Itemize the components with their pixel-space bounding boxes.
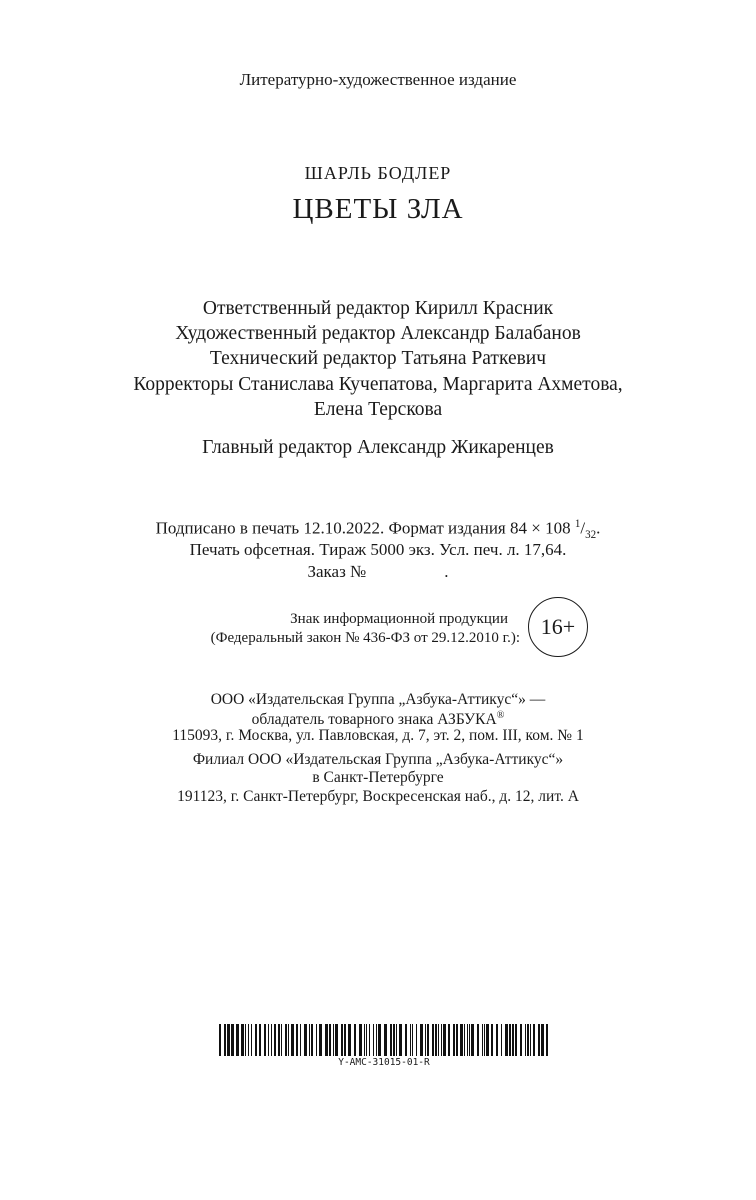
credit-line: Технический редактор Татьяна Раткевич [209,348,547,369]
book-title: ЦВЕТЫ ЗЛА [292,193,464,225]
barcode-bar [484,1024,485,1056]
barcode-bar [471,1024,474,1056]
barcode-bar [264,1024,266,1056]
barcode-bar [219,1024,221,1056]
credit-line: Елена Терскова [313,399,443,420]
barcode-bar [274,1024,276,1056]
barcode-bar [427,1024,429,1056]
barcode-bar [441,1024,442,1056]
barcode-bar [505,1024,508,1056]
order-end: . [444,562,449,581]
registered-mark: ® [496,710,505,721]
barcode-bar [288,1024,289,1056]
barcode-bar [467,1024,468,1056]
age-sign-line-2: (Федеральный закон № 436-ФЗ от 29.12.2010 г.): [210,630,520,646]
format-denominator: 32 [585,529,597,542]
barcode-bar [486,1024,489,1056]
age-sign-line-1: Знак информационной продукции [290,611,508,627]
publisher-trademark: обладатель товарного знака АЗБУКА [251,711,497,729]
barcode-bar [460,1024,463,1056]
barcode-bar [469,1024,470,1056]
barcode-bar [325,1024,328,1056]
barcode-bar [291,1024,294,1056]
barcode-bar [248,1024,249,1056]
barcode-bar [530,1024,531,1056]
barcode-bar [241,1024,244,1056]
barcode-bar [453,1024,455,1056]
barcode-bar [319,1024,322,1056]
barcode-bar [231,1024,234,1056]
barcode-bar [384,1024,387,1056]
barcode-bar [538,1024,540,1056]
barcode-bar [390,1024,392,1056]
barcode-bar [527,1024,529,1056]
barcode-bar [359,1024,362,1056]
barcode-bar [509,1024,511,1056]
barcode-bar [255,1024,257,1056]
barcode-bar [477,1024,479,1056]
barcode-bar [300,1024,301,1056]
barcode-bar [405,1024,407,1056]
barcode-bar [245,1024,246,1056]
barcode-bar [281,1024,282,1056]
barcode-bar [432,1024,434,1056]
author-name: ШАРЛЬ БОДЛЕР [304,163,452,183]
credit-line: Корректоры Станислава Кучепатова, Маргарита Ахметова, [133,374,623,395]
barcode-bar [448,1024,450,1056]
chief-editor: Главный редактор Александр Жикаренцев [202,437,554,458]
publisher-line: ООО «Издательская Группа „Азбука-Аттикус“» — [210,691,546,708]
barcode-bar [236,1024,239,1056]
publisher-address: 115093, г. Москва, ул. Павловская, д. 7, эт. 2, пом. III, ком. № 1 [172,727,584,744]
barcode-bar [344,1024,346,1056]
barcode-bar [435,1024,437,1056]
barcode-bar [376,1024,377,1056]
barcode-bar [341,1024,343,1056]
barcode-bar [416,1024,417,1056]
age-sign-text [180,610,520,648]
barcode-bar [396,1024,397,1056]
barcode-bar [316,1024,317,1056]
print-info-line-1: Подписано в печать 12.10.2022. Формат издания 84 × 108 $^1/_{32}$. [155,518,601,542]
barcode-bar [420,1024,423,1056]
barcode-bar [410,1024,411,1056]
barcode-bar [369,1024,370,1056]
print-info-line-2: Печать офсетная. Тираж 5000 экз. Усл. печ. л. 17,64. [189,540,567,559]
barcode-bar [533,1024,535,1056]
age-rating-value: 16+ [540,614,576,639]
barcode-bar [354,1024,356,1056]
barcode-bar [304,1024,307,1056]
barcode-bar [501,1024,502,1056]
print-date-format: Подписано в печать 12.10.2022. Формат издания 84 × 108 [155,518,571,538]
barcode-bar [456,1024,458,1056]
branch-line: Филиал ООО «Издательская Группа „Азбука-Аттикус“» [192,751,564,768]
barcode-bar [278,1024,280,1056]
barcode-bar [512,1024,514,1056]
barcode-bar [541,1024,544,1056]
barcode-bar [546,1024,548,1056]
barcode-bar [227,1024,230,1056]
barcode-bar [515,1024,517,1056]
credit-line: Художественный редактор Александр Балабанов [175,323,581,344]
barcode-bar [296,1024,298,1056]
barcode-bar [482,1024,483,1056]
barcode-bar [464,1024,465,1056]
barcode-bar [366,1024,367,1056]
barcode-bar [520,1024,522,1056]
barcode-bar [285,1024,287,1056]
barcode-bar [399,1024,402,1056]
age-rating-badge [528,597,588,657]
barcode-bar [271,1024,272,1056]
order-number-line [0,562,756,582]
barcode-bar [348,1024,351,1056]
branch-city: в Санкт-Петербурге [312,769,444,786]
branch-address: 191123, г. Санкт-Петербург, Воскресенская наб., д. 12, лит. А [177,788,579,805]
barcode-bar [364,1024,365,1056]
barcode-bar [309,1024,310,1056]
barcode-bar [496,1024,498,1056]
barcode-bar [373,1024,374,1056]
barcode-bar [491,1024,493,1056]
format-numerator: 1 [574,518,581,530]
barcode-bar [311,1024,313,1056]
order-label: Заказ № [307,562,367,581]
print-line1-end: . [596,518,601,538]
barcode-bar [412,1024,413,1056]
barcode-bar [443,1024,446,1056]
credit-line: Ответственный редактор Кирилл Красник [202,298,554,319]
barcode-bar [259,1024,261,1056]
barcode-bar [333,1024,334,1056]
barcode-bar [268,1024,269,1056]
barcode-bar [378,1024,381,1056]
barcode-bar [525,1024,526,1056]
barcode-code: Y-AMC-31015-01-R [338,1057,430,1068]
barcode-bar [438,1024,439,1056]
barcode-bar [224,1024,226,1056]
barcode-bar [393,1024,395,1056]
edition-type: Литературно-художественное издание [239,70,517,89]
barcode [219,1024,549,1056]
barcode-bar [329,1024,331,1056]
barcode-bar [251,1024,252,1056]
barcode-bar [335,1024,338,1056]
barcode-bar [425,1024,426,1056]
